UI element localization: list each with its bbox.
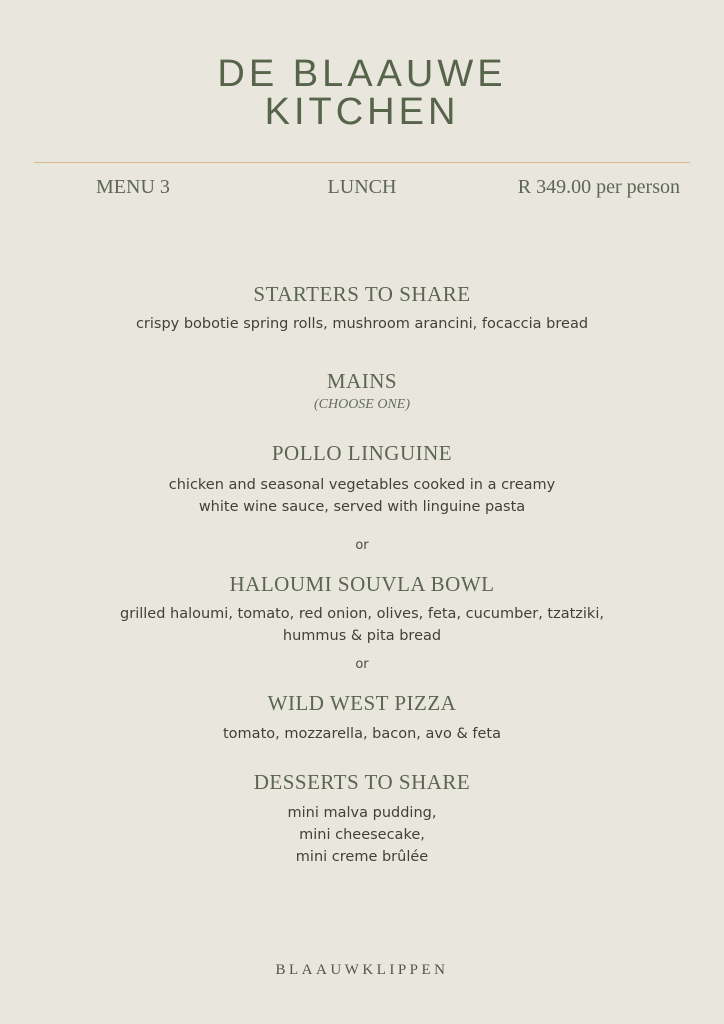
wild-west-pizza-heading: WILD WEST PIZZA [267, 691, 457, 715]
meal-type: LUNCH [327, 176, 397, 198]
haloumi-bowl-description-line1: grilled haloumi, tomato, red onion, olives, feta, cucumber, tzatziki, [120, 606, 604, 622]
restaurant-title-line1: DE BLAAUWE [217, 53, 507, 95]
haloumi-bowl-heading: HALOUMI SOUVLA BOWL [229, 572, 495, 596]
pollo-linguine-description-line1: chicken and seasonal vegetables cooked in a creamy [168, 477, 556, 493]
desserts-heading: DESSERTS TO SHARE [253, 770, 471, 794]
starters-description: crispy bobotie spring rolls, mushroom arancini, focaccia bread [135, 316, 589, 332]
or-separator-2: or [355, 657, 369, 672]
desserts-item-3: mini creme brûlée [295, 849, 429, 865]
pollo-linguine-heading: POLLO LINGUINE [271, 441, 453, 465]
starters-heading: STARTERS TO SHARE [253, 282, 471, 306]
price-per-person: R 349.00 per person [517, 176, 680, 198]
header-divider [34, 162, 690, 163]
haloumi-bowl-description-line2: hummus & pita bread [282, 628, 442, 644]
desserts-item-1: mini malva pudding, [287, 805, 437, 821]
footer-brand: BLAAUWKLIPPEN [275, 962, 449, 978]
pollo-linguine-description-line2: white wine sauce, served with linguine pasta [198, 499, 526, 515]
or-separator-1: or [355, 538, 369, 553]
mains-heading: MAINS [326, 369, 398, 393]
restaurant-title-line2: KITCHEN [264, 91, 460, 133]
wild-west-pizza-description: tomato, mozzarella, bacon, avo & feta [223, 726, 501, 742]
menu-number: MENU 3 [96, 176, 170, 198]
mains-choose-note: (CHOOSE ONE) [313, 397, 411, 412]
desserts-item-2: mini cheesecake, [299, 827, 425, 843]
